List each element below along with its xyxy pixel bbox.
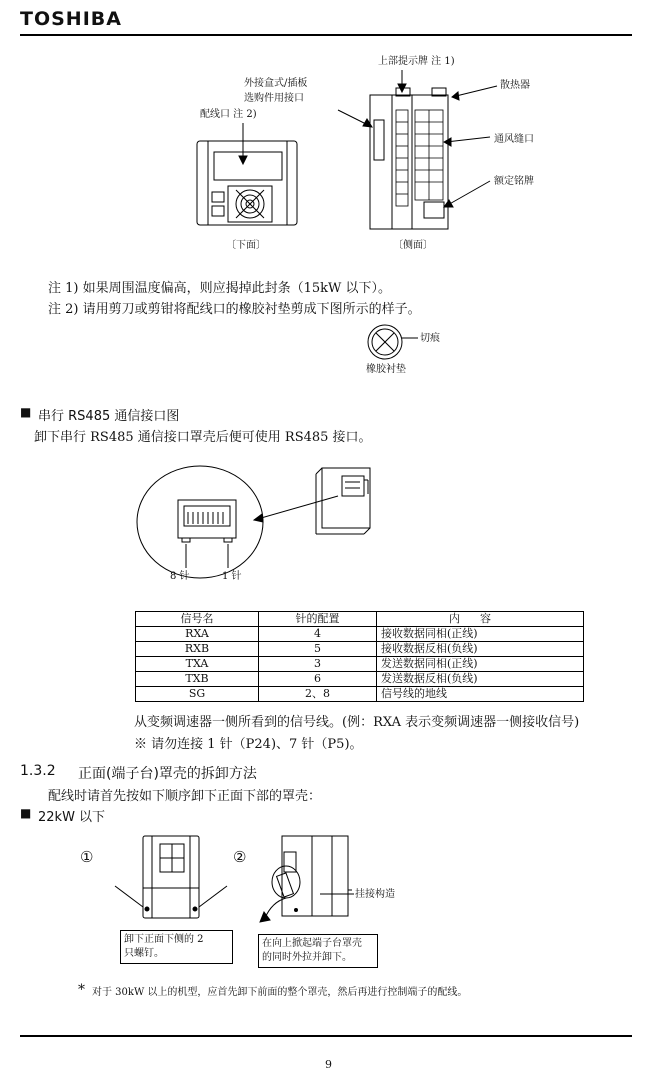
table-row <box>136 672 584 687</box>
note-2: 注 2) 请用剪刀或剪钳将配线口的橡胶衬垫剪成下图所示的样子。 <box>48 302 421 317</box>
label-hook-structure: 挂接构造 <box>355 889 395 900</box>
footnote-mark: * <box>78 982 85 998</box>
brand-logo: TOSHIBA <box>20 8 122 30</box>
signal-table <box>135 611 584 702</box>
rs485-heading: 串行 RS485 通信接口图 <box>38 409 180 424</box>
table-cell: 2、8 <box>259 687 377 702</box>
label-cut-mark: 切痕 <box>420 333 440 344</box>
table-cell: 发送数据反相(负线) <box>377 672 584 687</box>
label-heatsink: 散热器 <box>500 80 530 91</box>
wiring-warning: ※ 请勿连接 1 针（P24)、7 针（P5)。 <box>134 737 363 752</box>
step-2-instruction-box <box>258 934 378 968</box>
signal-note: 从变频调速器一侧所看到的信号线。(例：RXA 表示变频调速器一侧接收信号) <box>134 715 580 730</box>
step-1-line-1: 卸下正面下侧的 2 <box>124 934 204 945</box>
table-cell: 信号线的地线 <box>377 687 584 702</box>
label-option-line2: 选购件用接口 <box>244 93 304 104</box>
table-header-row <box>136 612 584 627</box>
table-header-cell: 针的配置 <box>259 612 377 627</box>
table-row <box>136 687 584 702</box>
footer-rule <box>20 1035 632 1037</box>
caption-bottom-view: 〔下面〕 <box>226 240 266 251</box>
note-1: 注 1) 如果周围温度偏高，则应揭掉此封条（15kW 以下）。 <box>48 281 392 296</box>
rs485-description: 卸下串行 RS485 通信接口罩壳后便可使用 RS485 接口。 <box>34 430 372 445</box>
cover-removal-drawing <box>100 830 420 930</box>
label-top-panel: 上部提示牌 注 1) <box>378 56 455 67</box>
table-cell: 接收数据反相(负线) <box>377 642 584 657</box>
sub-heading-22kw: 22kW 以下 <box>38 810 106 825</box>
table-row <box>136 627 584 642</box>
table-header-cell: 信号名 <box>136 612 259 627</box>
table-cell: 发送数据同相(正线) <box>377 657 584 672</box>
table-row <box>136 642 584 657</box>
label-rubber-gasket: 橡胶衬垫 <box>366 364 406 375</box>
label-option-line1: 外接盒式/插板 <box>244 78 308 89</box>
step-2-mark: ② <box>233 848 247 866</box>
label-nameplate: 额定铭牌 <box>494 176 534 187</box>
inverter-views-drawing <box>0 0 650 260</box>
section-number: 1.3.2 <box>20 763 56 779</box>
table-cell: SG <box>136 687 259 702</box>
table-cell: TXA <box>136 657 259 672</box>
label-wiring-port: 配线口 注 2) <box>200 109 257 120</box>
step-2-line-2: 的同时外拉并卸下。 <box>262 952 352 963</box>
step-1-mark: ① <box>80 848 94 866</box>
page-number: 9 <box>325 1058 332 1071</box>
table-row <box>136 657 584 672</box>
bullet-square-icon: ■ <box>20 806 32 820</box>
gasket-drawing <box>360 322 460 362</box>
step-1-instruction-box <box>120 930 233 964</box>
table-cell: TXB <box>136 672 259 687</box>
table-cell: 6 <box>259 672 377 687</box>
section-intro: 配线时请首先按如下顺序卸下正面下部的罩壳： <box>48 789 322 804</box>
hook-leader-line <box>318 880 358 900</box>
bullet-square-icon: ■ <box>20 405 32 419</box>
step-2-line-1: 在向上掀起端子台罩壳 <box>262 938 362 949</box>
section-title: 正面(端子台)罩壳的拆卸方法 <box>78 766 257 782</box>
table-cell: 4 <box>259 627 377 642</box>
rs485-connector-drawing <box>130 460 390 590</box>
table-header-cell: 内容 <box>377 612 584 627</box>
table-cell: RXA <box>136 627 259 642</box>
caption-side-view: 〔侧面〕 <box>393 240 433 251</box>
table-cell: RXB <box>136 642 259 657</box>
footnote-30kw: 对于 30kW 以上的机型，应首先卸下前面的整个罩壳，然后再进行控制端子的配线。 <box>92 987 468 998</box>
label-pin-8: 8 针 <box>170 571 190 582</box>
table-cell: 3 <box>259 657 377 672</box>
step-1-line-2: 只螺钉。 <box>124 948 164 959</box>
table-cell: 接收数据同相(正线) <box>377 627 584 642</box>
label-vent: 通风缝口 <box>494 134 534 145</box>
label-pin-1: 1 针 <box>222 571 242 582</box>
table-cell: 5 <box>259 642 377 657</box>
